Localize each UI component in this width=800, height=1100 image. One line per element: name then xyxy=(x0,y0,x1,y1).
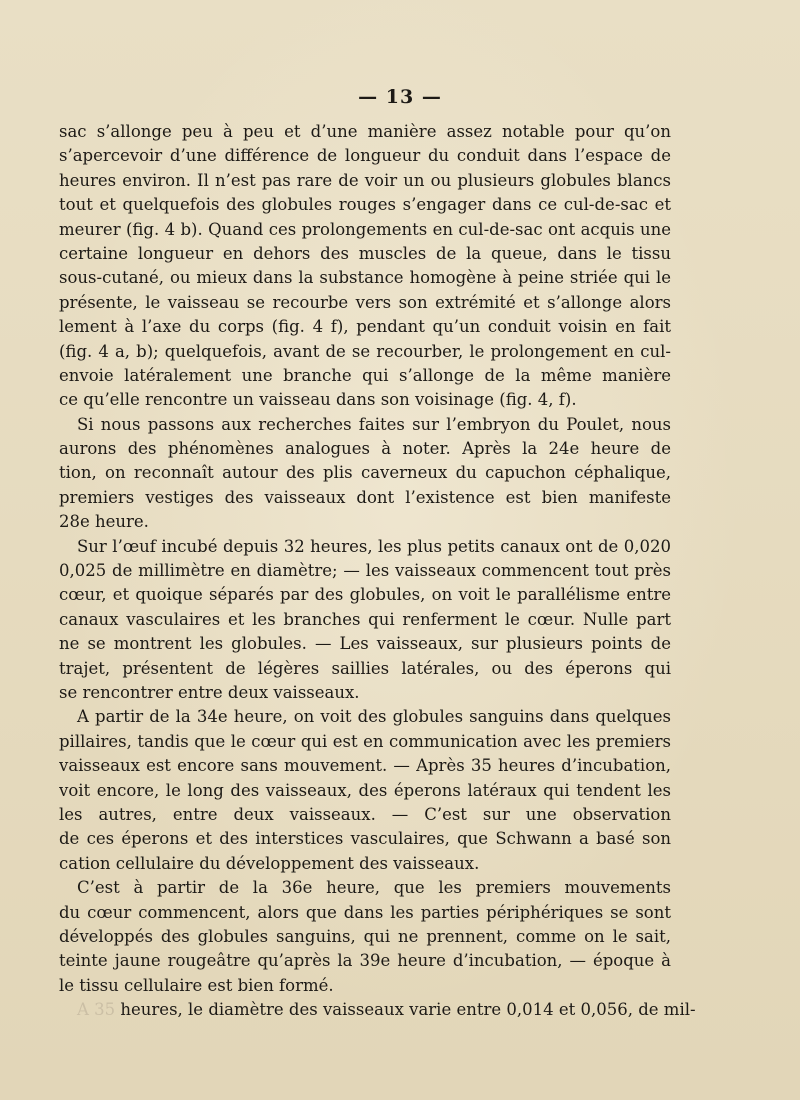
paragraph-start-line: C’est à partir de la 36e heure, que les premiers mouvements xyxy=(77,878,671,898)
text-line: sac s’allonge peu à peu et d’une manière assez notable pour qu’on xyxy=(59,122,671,141)
text-line: s’apercevoir d’une différence de longueur du conduit dans l’espace de xyxy=(59,146,671,166)
text-line: trajet, présentent de légères saillies latérales, ou des éperons qui xyxy=(59,658,671,678)
text-line: se rencontrer entre deux vaisseaux. xyxy=(59,682,360,702)
text-line: cœur, et quoique séparés par des globules, on voit le parallélisme entre xyxy=(59,585,671,605)
text-line: tout et quelquefois des globules rouges s’engager dans ce cul-de-sac et xyxy=(59,195,671,215)
text-line: premiers vestiges des vaisseaux dont l’existence est bien manifeste xyxy=(59,487,671,507)
text-line: vaisseaux est encore sans mouvement. — Après 35 heures d’incubation, xyxy=(59,756,671,776)
text-line: pillaires, tandis que le cœur qui est en communication avec les premiers xyxy=(59,731,671,751)
text-line: (fig. 4 a, b); quelquefois, avant de se recourber, le prolongement en cul- xyxy=(59,341,671,361)
text-line: lement à l’axe du corps (fig. 4 f), pendant qu’un conduit voisin en fait xyxy=(59,317,671,337)
text-line: cation cellulaire du développement des vaisseaux. xyxy=(59,853,480,873)
text-line: de ces éperons et des interstices vasculaires, que Schwann a basé son xyxy=(59,829,671,849)
text-line: heures environ. Il n’est pas rare de voir un ou plusieurs globules blancs xyxy=(59,170,671,190)
text-line: les autres, entre deux vaisseaux. — C’est sur une observation xyxy=(59,804,671,824)
text-line: du cœur commencent, alors que dans les parties périphériques se sont xyxy=(59,902,671,922)
text-line: 0,025 de millimètre en diamètre; — les vaisseaux commencent tout près xyxy=(59,561,671,581)
text-line: tion, on reconnaît autour des plis caverneux du capuchon céphalique, xyxy=(59,463,671,483)
text-line: teinte jaune rougeâtre qu’après la 39e heure d’incubation, — époque à xyxy=(59,951,671,971)
page-number: — 13 — xyxy=(358,86,442,108)
text-line: envoie latéralement une branche qui s’allonge de la même manière xyxy=(59,365,671,385)
text-line: certaine longueur en dehors des muscles de la queue, dans le tissu xyxy=(59,243,671,263)
text-line: meurer (fig. 4 b). Quand ces prolongements en cul-de-sac ont acquis une xyxy=(59,219,671,239)
text-line: ce qu’elle rencontre un vaisseau dans son voisinage (fig. 4, f). xyxy=(59,390,577,410)
text-line: voit encore, le long des vaisseaux, des éperons latéraux qui tendent les xyxy=(59,780,671,800)
body-text xyxy=(59,120,696,1022)
paragraph-start-line: A partir de la 34e heure, on voit des globules sanguins dans quelques xyxy=(77,707,671,727)
text-line: canaux vasculaires et les branches qui renferment le cœur. Nulle part xyxy=(59,609,671,629)
text-line: aurons des phénomènes analogues à noter. Après la 24e heure de xyxy=(59,439,671,459)
text-line: présente, le vaisseau se recourbe vers son extrémité et s’allonge alors xyxy=(59,292,671,312)
last-line-text: heures, le diamètre des vaisseaux varie entre 0,014 et 0,056, de mil- xyxy=(120,1000,696,1020)
text-line: le tissu cellulaire est bien formé. xyxy=(59,975,334,995)
last-text-line xyxy=(59,998,696,1022)
paragraph-start-line: Si nous passons aux recherches faites sur l’embryon du Poulet, nous xyxy=(77,414,671,434)
text-line: ne se montrent les globules. — Les vaisseaux, sur plusieurs points de xyxy=(59,634,671,654)
text-line: développés des globules sanguins, qui ne prennent, comme on le sait, xyxy=(59,926,671,946)
paragraph-start-line: Sur l’œuf incubé depuis 32 heures, les plus petits canaux ont de 0,020 xyxy=(77,536,671,556)
faded-prefix: A 35 xyxy=(77,1000,116,1020)
text-line: 28e heure. xyxy=(59,512,149,532)
text-line: sous-cutané, ou mieux dans la substance homogène à peine striée qui le xyxy=(59,268,671,288)
